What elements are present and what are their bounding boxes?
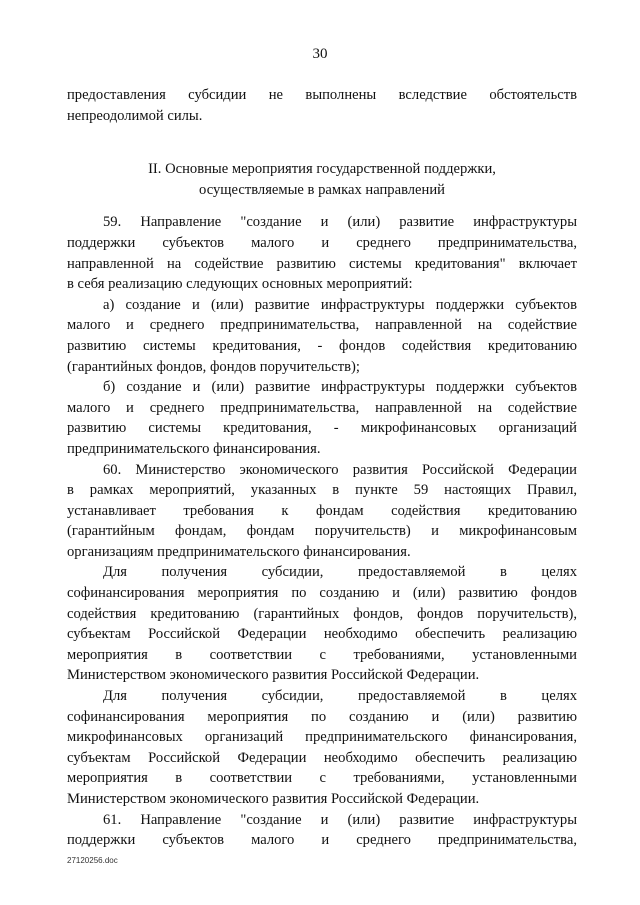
paragraph-61 bbox=[67, 810, 577, 851]
text-line: софинансирования мероприятия по созданию и (или) развитию bbox=[67, 708, 577, 725]
text-line: в себя реализацию следующих основных мероприятий: bbox=[67, 276, 413, 293]
page-number: 30 bbox=[312, 46, 328, 62]
text-line: 60. Министерство экономического развития Российской Федерации bbox=[103, 461, 577, 478]
text-line: (гарантийным фондам, фондам поручительств) и микрофинансовым bbox=[67, 523, 577, 540]
text-line: софинансирования мероприятия по созданию и (или) развитию фондов bbox=[67, 585, 577, 602]
text-line: Для получения субсидии, предоставляемой в целях bbox=[103, 688, 577, 705]
text-line: 59. Направление "создание и (или) развитие инфраструктуры bbox=[103, 214, 577, 231]
text-line: направленной на содействие развитию системы кредитования" включает bbox=[67, 255, 577, 272]
text-line: б) создание и (или) развитие инфраструктуры поддержки субъектов bbox=[103, 379, 577, 396]
text-line: устанавливает требования к фондам содействия кредитованию bbox=[67, 502, 577, 519]
text-line: поддержки субъектов малого и среднего предпринимательства, bbox=[67, 832, 577, 849]
heading-line: II. Основные мероприятия государственной поддержки, bbox=[148, 161, 496, 178]
text-line: Министерством экономического развития Российской Федерации. bbox=[67, 667, 480, 684]
heading-line: осуществляемые в рамках направлений bbox=[199, 181, 445, 198]
text-line: а) создание и (или) развитие инфраструктуры поддержки субъектов bbox=[103, 296, 577, 313]
text-line: субъектам Российской Федерации необходимо обеспечить реализацию bbox=[67, 749, 577, 766]
text-line: малого и среднего предпринимательства, направленной на содействие bbox=[67, 317, 577, 334]
intro-paragraph bbox=[67, 85, 577, 126]
text-line: предпринимательского финансирования. bbox=[67, 440, 321, 457]
paragraph-60-microfinance bbox=[67, 686, 577, 810]
paragraph-59-b bbox=[67, 377, 577, 459]
text-line: субъектам Российской Федерации необходимо обеспечить реализацию bbox=[67, 626, 577, 643]
paragraph-59-a bbox=[67, 295, 577, 377]
text-line: развитию системы кредитования, - микрофинансовых организаций bbox=[67, 420, 577, 437]
text-line: Для получения субсидии, предоставляемой в целях bbox=[103, 564, 577, 581]
text-line: Министерством экономического развития Российской Федерации. bbox=[67, 791, 480, 807]
text-line: содействия кредитованию (гарантийных фондов, фондов поручительств), bbox=[67, 605, 577, 622]
paragraph-60 bbox=[67, 460, 577, 563]
text-line: малого и среднего предпринимательства, направленной на содействие bbox=[67, 399, 577, 416]
text-line: (гарантийных фондов, фондов поручительств); bbox=[67, 358, 360, 375]
text-line: организациям предпринимательского финансирования. bbox=[67, 543, 411, 560]
text-line: мероприятия в соответствии с требованиями, установленными bbox=[67, 770, 577, 787]
paragraph-59 bbox=[67, 212, 577, 294]
section-heading bbox=[67, 159, 577, 200]
document-footer-filename: 27120256.doc bbox=[67, 856, 118, 865]
document-body bbox=[67, 85, 577, 851]
text-line: в рамках мероприятий, указанных в пункте 59 настоящих Правил, bbox=[67, 482, 577, 499]
paragraph-60-funds bbox=[67, 562, 577, 686]
text-line: развитию системы кредитования, - фондов содействия кредитованию bbox=[67, 337, 577, 354]
text-line: микрофинансовых организаций предпринимательского финансирования, bbox=[67, 729, 577, 746]
text-line: непреодолимой силы. bbox=[67, 107, 203, 124]
text-line: предоставления субсидии не выполнены вследствие обстоятельств bbox=[67, 87, 577, 103]
text-line: 61. Направление "создание и (или) развитие инфраструктуры bbox=[103, 811, 577, 828]
text-line: поддержки субъектов малого и среднего предпринимательства, bbox=[67, 234, 577, 251]
text-line: мероприятия в соответствии с требованиями, установленными bbox=[67, 646, 577, 663]
